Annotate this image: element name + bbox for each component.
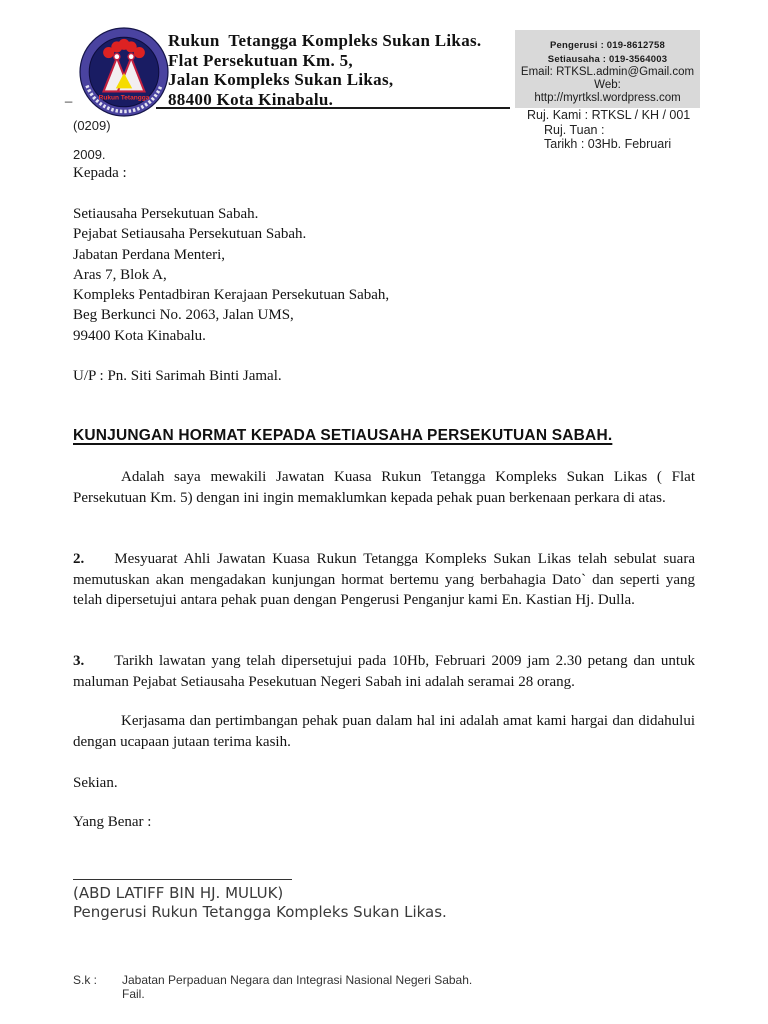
signature-line <box>73 879 292 880</box>
recipient-line: Setiausaha Persekutuan Sabah. <box>73 206 259 222</box>
attention-line: U/P : Pn. Siti Sarimah Binti Jamal. <box>73 368 282 384</box>
org-address-block <box>168 31 481 109</box>
cc-line: Fail. <box>122 987 145 1001</box>
signatory-title: Pengerusi Rukun Tetangga Kompleks Sukan Likas. <box>73 903 447 921</box>
paragraph-text: Tarikh lawatan yang telah dipersetujui pada 10Hb, Februari 2009 jam 2.30 petang dan untuk maluman Pejabat Setiausaha Pesekutuan Negeri Sabah ini adalah seramai 28 orang. <box>73 653 695 690</box>
paragraph-4: Kerjasama dan pertimbangan pehak puan dalam hal ini adalah amat kami hargai dan didahului dengan ucapaan jutaan terima kasih. <box>73 713 695 750</box>
signoff: Yang Benar : <box>73 814 152 830</box>
recipient-line: Kompleks Pentadbiran Kerajaan Persekutuan Sabah, <box>73 287 390 304</box>
rukun-tetangga-badge-icon <box>79 27 169 117</box>
org-address-line: Jalan Kompleks Sukan Likas, <box>168 70 394 89</box>
subject-line: KUNJUNGAN HORMAT KEPADA SETIAUSAHA PERSEKUTUAN SABAH. <box>73 427 613 444</box>
recipient-line: Jabatan Perdana Menteri, <box>73 246 226 263</box>
org-address-line: Flat Persekutuan Km. 5, <box>168 50 353 70</box>
closing-word: Sekian. <box>73 775 118 791</box>
logo-caption: Rukun Tetangga <box>98 94 150 102</box>
signatory-name: (ABD LATIFF BIN HJ. MULUK) <box>73 884 284 902</box>
tarikh: Tarikh : 03Hb. Februari <box>544 137 672 151</box>
setiausaha-phone: Setiausaha : 019-3564003 <box>547 53 668 65</box>
margin-dash: _ <box>65 88 73 103</box>
paragraph-number: 2. <box>73 551 85 567</box>
org-name: Rukun Tetangga Kompleks Sukan Likas. <box>168 31 482 50</box>
salutation: Kepada : <box>73 165 127 181</box>
cc-lines <box>122 973 472 1001</box>
paragraph-text: Mesyuarat Ahli Jawatan Kuasa Rukun Tetangga Kompleks Sukan Likas telah sebulat suara memutuskan akan mengadakan kunjungan hormat bertemu yang berbahagia Dato` dan seperti yang telah dipersetujui antara pehak puan dengan Pengerusi Penganjur kami En. Kastian Hj. Dulla. <box>73 551 695 608</box>
recipient-line: Aras 7, Blok A, <box>73 266 167 283</box>
contact-info-box <box>515 30 700 108</box>
web-label: Web: <box>594 79 621 91</box>
recipient-line: 99400 Kota Kinabalu. <box>73 327 206 344</box>
ruj-tuan: Ruj. Tuan : <box>544 122 605 137</box>
recipient-line: Pejabat Setiausaha Persekutuan Sabah. <box>73 226 307 243</box>
pengerusi-phone: Pengerusi : 019-8612758 <box>550 40 665 51</box>
cc-line: Jabatan Perpaduan Negara dan Integrasi Nasional Negeri Sabah. <box>122 973 473 987</box>
web-url: http://myrtksl.wordpress.com <box>534 92 681 104</box>
recipient-line: Beg Berkunci No. 2063, Jalan UMS, <box>73 307 294 324</box>
recipient-address <box>73 204 695 346</box>
cc-footer <box>73 973 695 1001</box>
paragraph-number: 3. <box>73 653 85 669</box>
doc-year: 2009. <box>73 147 106 162</box>
org-address-line: 88400 Kota Kinabalu. <box>168 89 334 109</box>
email-line: Email: RTKSL.admin@Gmail.com <box>520 66 695 78</box>
header-divider <box>156 107 510 109</box>
org-logo <box>79 27 169 117</box>
ruj-kami: Ruj. Kami : RTKSL / KH / 001 <box>527 108 691 122</box>
paragraph-2 <box>73 549 695 611</box>
cc-label: S.k : <box>73 973 98 987</box>
doc-code: (0209) <box>73 118 111 133</box>
paragraph-1: Adalah saya mewakili Jawatan Kuasa Rukun Tetangga Kompleks Sukan Likas ( Flat Persekutuan Km. 5) dengan ini ingin memaklumkan kepada pehak puan berkenaan perkara di atas. <box>73 469 695 506</box>
paragraph-3 <box>73 651 695 692</box>
